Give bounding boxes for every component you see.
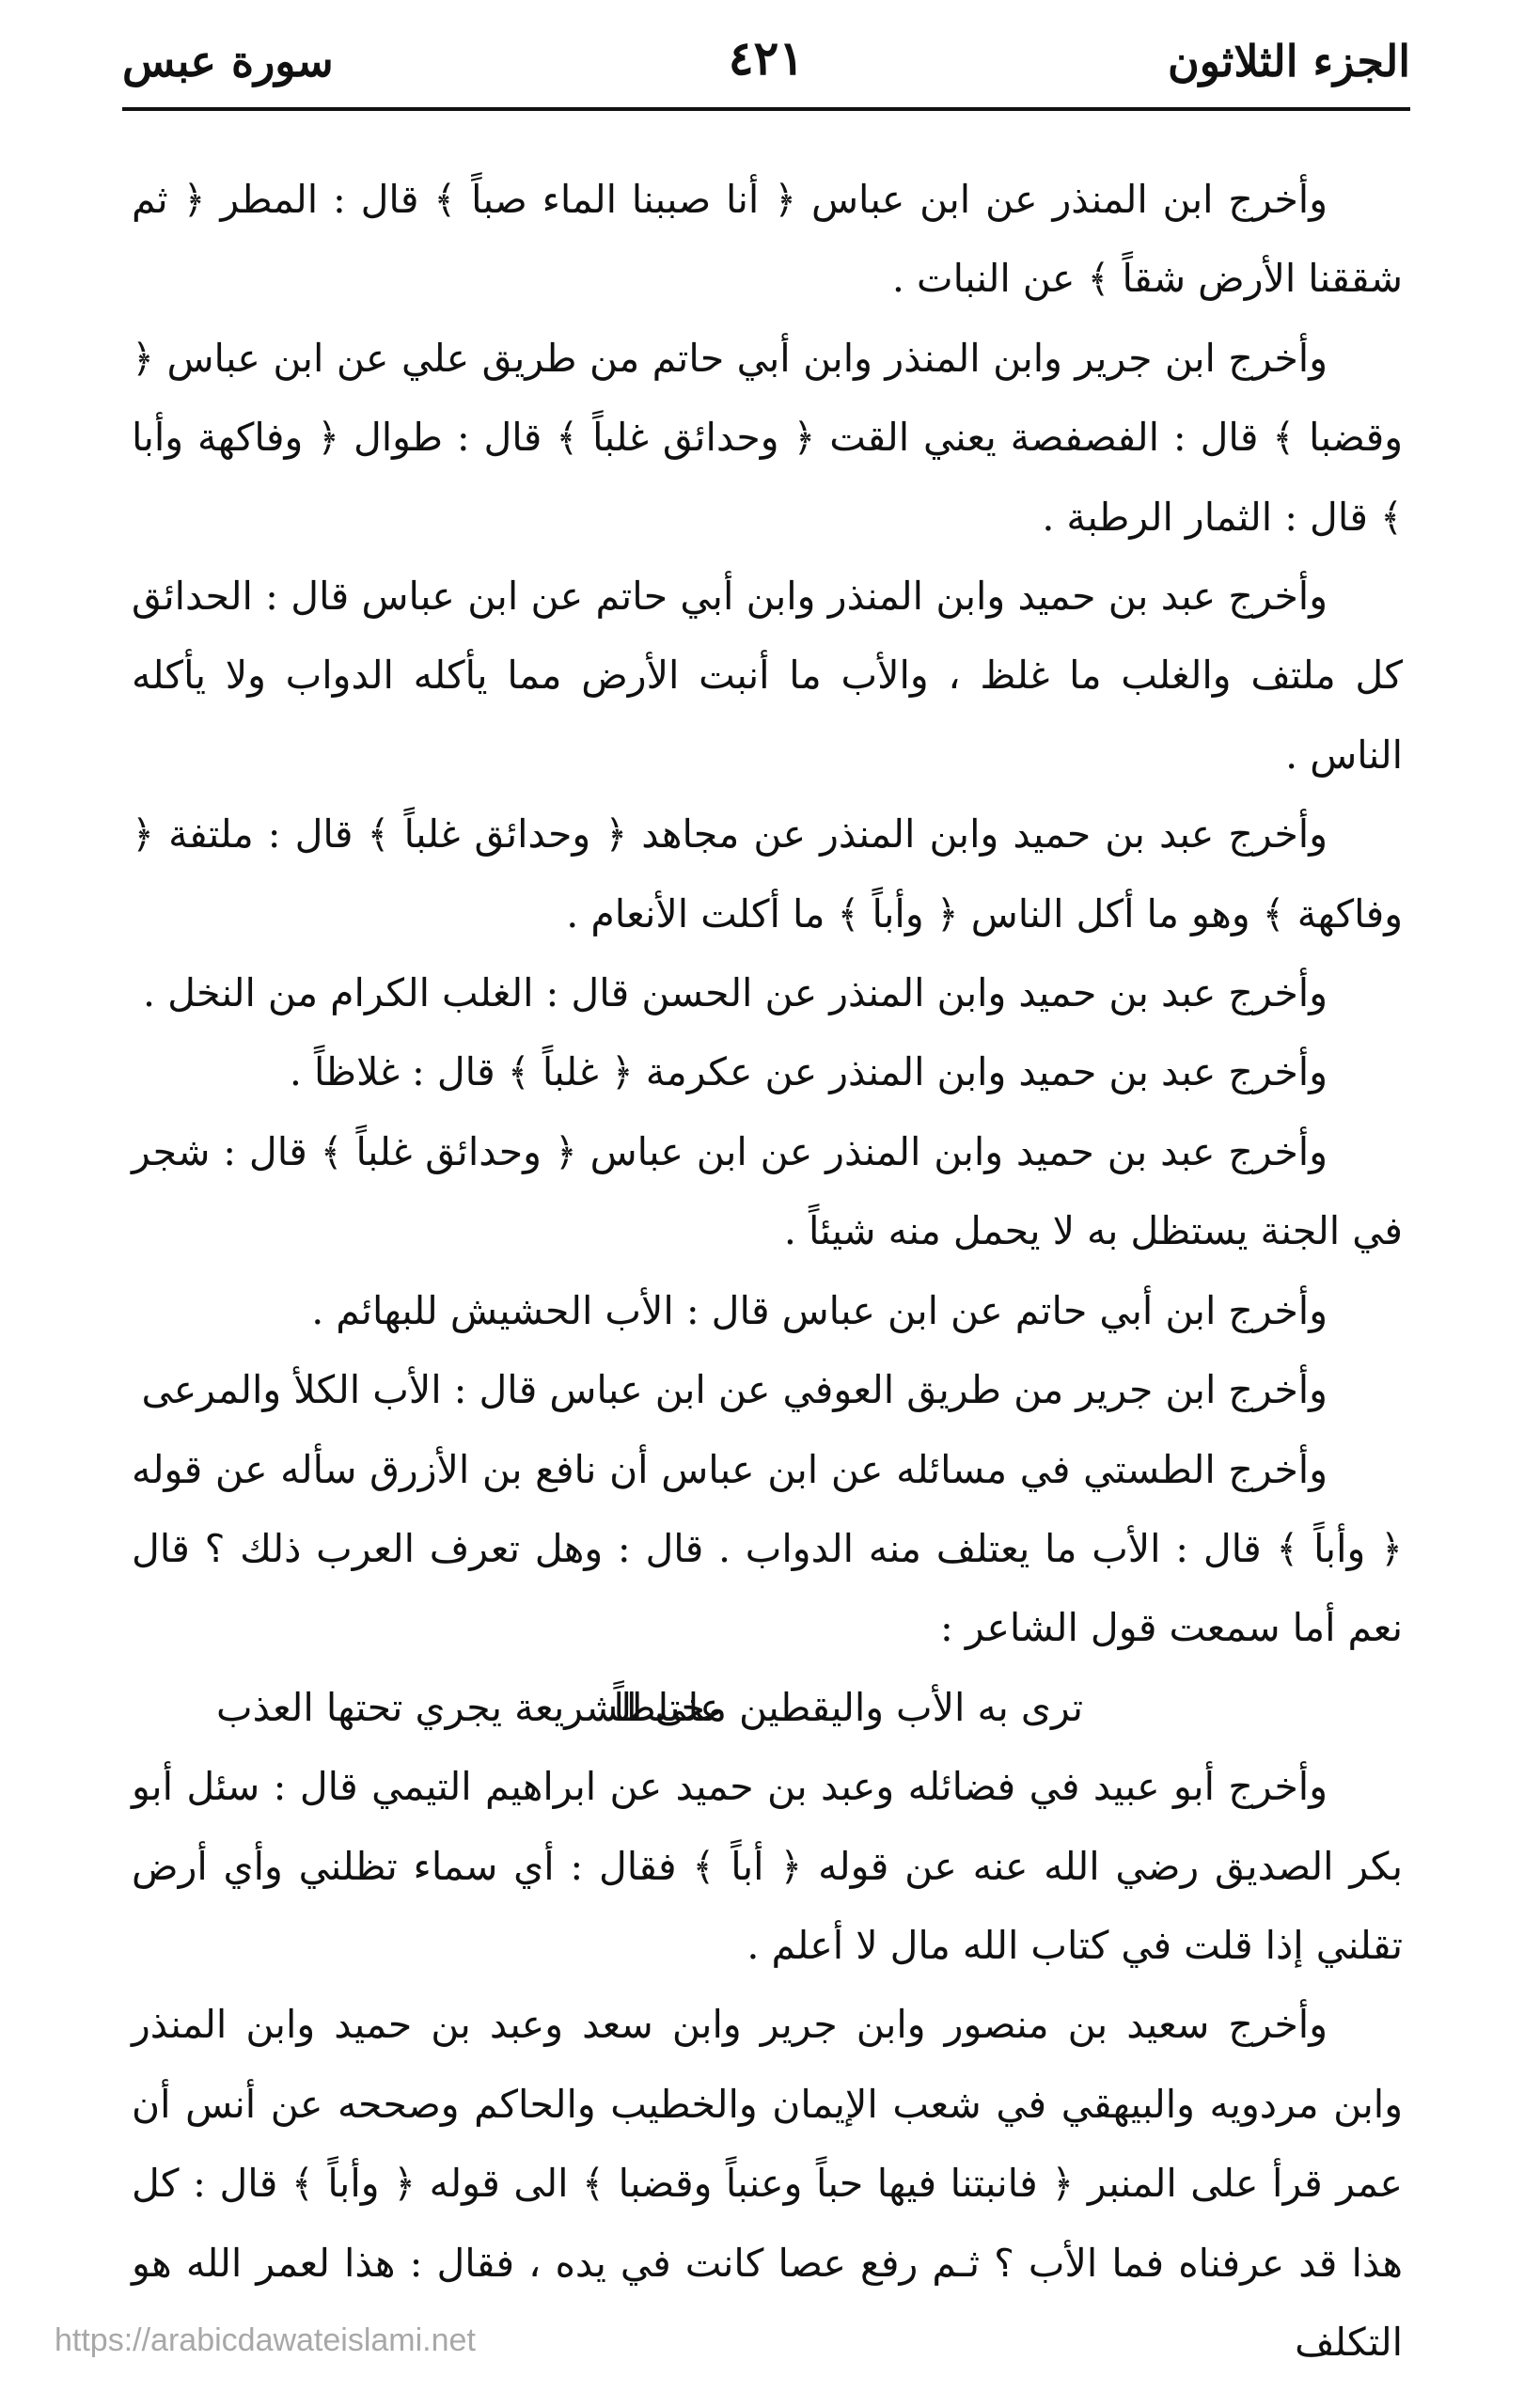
paragraph: وأخرج ابن أبي حاتم عن ابن عباس قال : الأب الحشيش للبهائم . <box>311 1287 1328 1333</box>
paragraph: وأخرج عبد بن حميد وابن المنذر عن عكرمة ﴿ غلباً ﴾ قال : غلاظاً . <box>289 1049 1328 1095</box>
paragraph: وأخرج عبد بن حميد وابن المنذر عن الحسن قال : الغلب الكرام من النخل . <box>143 970 1328 1016</box>
paragraph: وأخرج سعيد بن منصور وابن جرير وابن سعد وعبد بن حميد وابن المنذر وابن مردويه والبيهقي في شعب الإيمان والخطيب والحاكم وصححه عن أنس أن عمر قرأ على المنبر ﴿ فانبتنا فيها حباً وعنباً وقضبا ﴾ الى قوله ﴿ وأباً ﴾ قال : كل هذا قد عرفناه فما الأب ؟ ثـم رفع عصا كانت في يده ، فقال : هذا لعمر الله هو التكلف <box>132 2002 1403 2365</box>
poem-verse <box>132 1668 1403 1747</box>
page-number: ٤٢١ <box>728 30 805 86</box>
poem-hemistich-first: ترى به الأب واليقطين مختلطاً <box>613 1684 1083 1730</box>
watermark-url: https://arabicdawateislami.net <box>55 2322 476 2358</box>
paragraph: وأخرج عبد بن حميد وابن المنذر وابن أبي حاتم عن ابن عباس قال : الحدائق كل ملتف والغلب ما غلظ ، والأب ما أنبت الأرض مما يأكله الدواب ولا يأكله الناس . <box>132 574 1403 778</box>
paragraph: وأخرج ابن جرير وابن المنذر وابن أبي حاتم من طريق علي عن ابن عباس ﴿ وقضبا ﴾ قال : الفصفصة يعني القت ﴿ وحدائق غلباً ﴾ قال : طوال ﴿ وفاكهة وأبا ﴾ قال : الثمار الرطبة . <box>132 335 1403 540</box>
paragraph: وأخرج عبد بن حميد وابن المنذر عن ابن عباس ﴿ وحدائق غلباً ﴾ قال : شجر في الجنة يستظل به لا يحمل منه شيئاً . <box>132 1128 1403 1254</box>
paragraph: وأخرج ابن المنذر عن ابن عباس ﴿ أنا صببنا الماء صباً ﴾ قال : المطر ﴿ ثم شققنا الأرض شقاً ﴾ عن النبات . <box>132 177 1403 302</box>
page-body <box>132 160 1403 2382</box>
paragraph: وأخرج ابن جرير من طريق العوفي عن ابن عباس قال : الأب الكلأ والمرعى <box>141 1367 1328 1413</box>
page-header <box>122 28 1410 103</box>
poem-hemistich-second: على الشريعة يجري تحتها العذب <box>216 1684 723 1730</box>
part-title: الجزء الثلاثون <box>1168 36 1410 87</box>
surah-title: سورة عبس <box>122 36 334 87</box>
paragraph: وأخرج عبد بن حميد وابن المنذر عن مجاهد ﴿ وحدائق غلباً ﴾ قال : ملتفة ﴿ وفاكهة ﴾ وهو ما أكل الناس ﴿ وأباً ﴾ ما أكلت الأنعام . <box>132 811 1403 936</box>
paragraph: وأخرج أبو عبيد في فضائله وعبد بن حميد عن ابراهيم التيمي قال : سئل أبو بكر الصديق رضي الله عنه عن قوله ﴿ أباً ﴾ فقال : أي سماء تظلني وأي أرض تقلني إذا قلت في كتاب الله مال لا أعلم . <box>132 1764 1403 1968</box>
header-rule <box>122 107 1410 111</box>
paragraph: وأخرج الطستي في مسائله عن ابن عباس أن نافع بن الأزرق سأله عن قوله ﴿ وأباً ﴾ قال : الأب ما يعتلف منه الدواب . قال : وهل تعرف العرب ذلك ؟ قال نعم أما سمعت قول الشاعر : <box>132 1446 1403 1651</box>
